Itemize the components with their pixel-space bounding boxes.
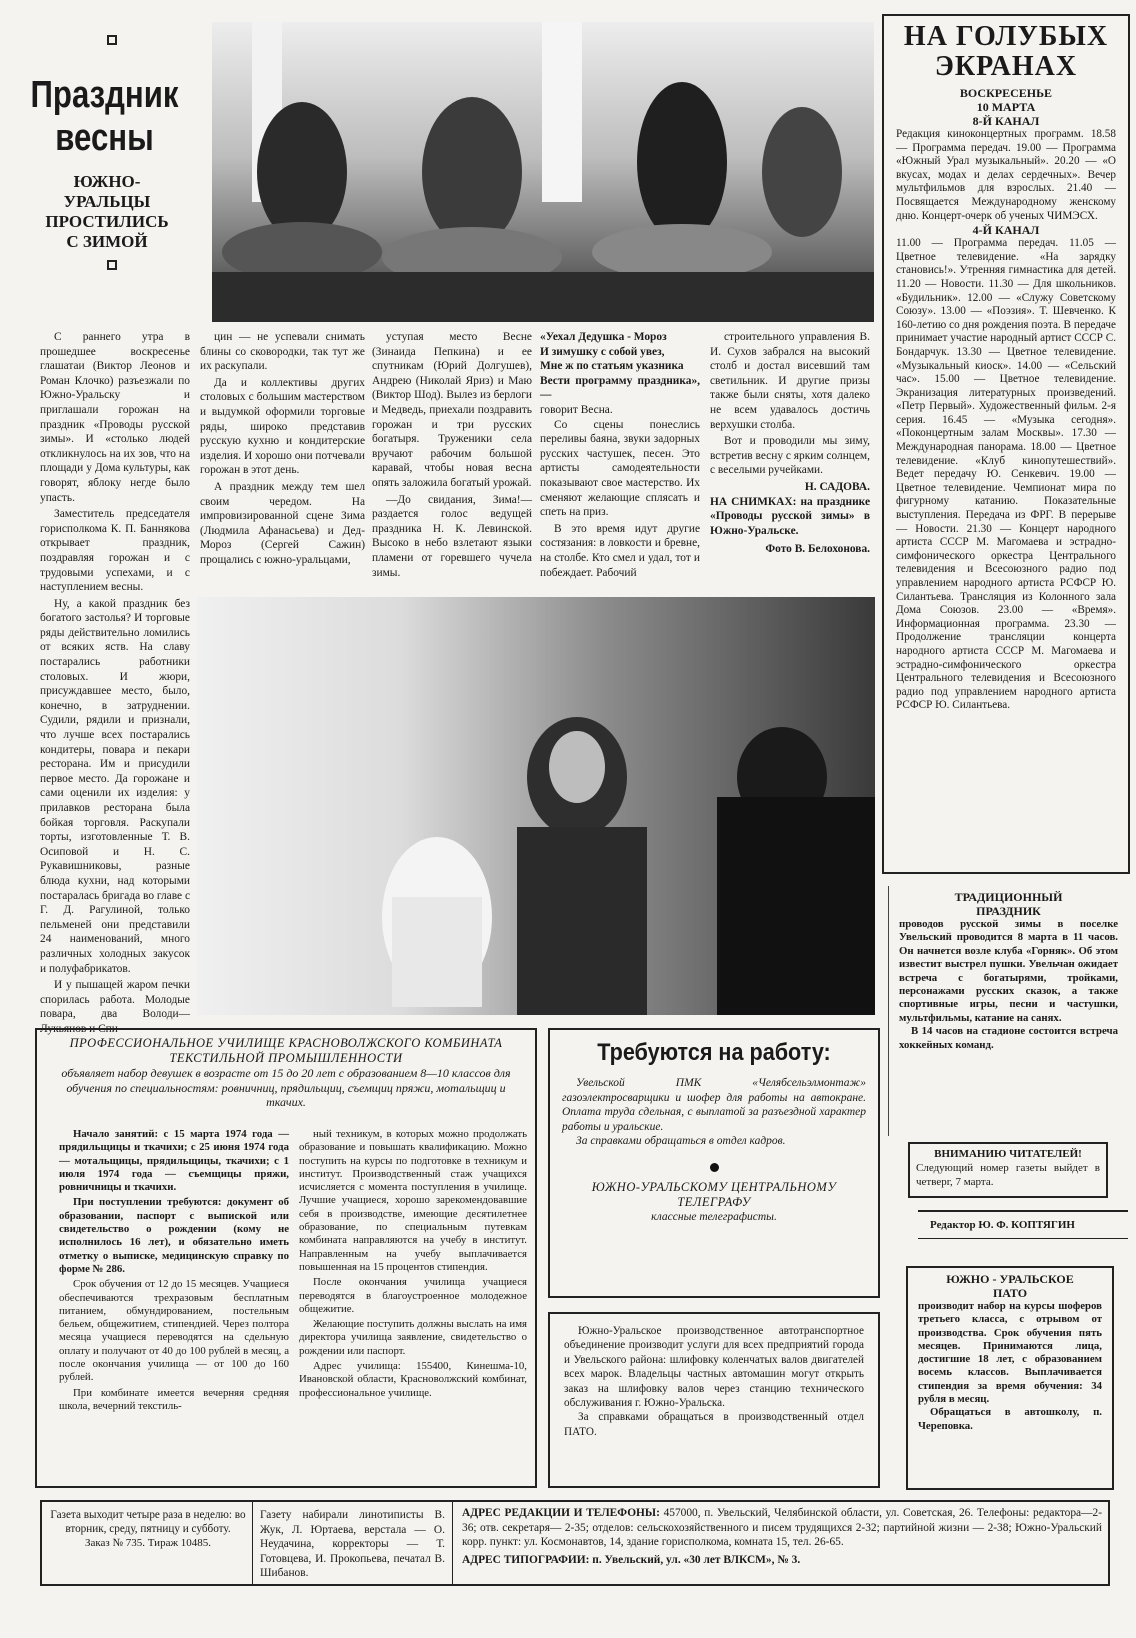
- tradition-title-2: ПРАЗДНИК: [976, 904, 1041, 918]
- footer: [40, 1500, 1110, 1586]
- school-title: ПРОФЕССИОНАЛЬНОЕ УЧИЛИЩЕ КРАСНОВОЛЖСКОГО КОМБИНАТА ТЕКСТИЛЬНОЙ ПРОМЫШЛЕННОСТИ: [69, 1036, 503, 1065]
- article-paragraph: —До свидания, Зима!— раздается голос ведущей праздника Н. К. Левинской. Высоко в небо взлетают языки пламени от горевшего чучела зимы.: [372, 493, 532, 579]
- quote-line: И зимушку с собой увез,: [540, 345, 665, 358]
- article-paragraph: Да и коллективы других столовых с большим мастерством и выдумкой оформили торговые ряды, широко представив русскую кухню и кондитерские изделия. И хорошо они потчевали горожан в этот день.: [200, 376, 365, 477]
- jobs-text-2: За справками обращаться в отдел кадров.: [576, 1135, 786, 1147]
- school-paragraph: После окончания училища учащиеся переводятся в благоустроенное молодежное общежитие.: [299, 1276, 527, 1315]
- telegraph-text: классные телеграфисты.: [651, 1210, 777, 1223]
- notice-text: Следующий номер газеты выйдет в четверг, 7 марта.: [916, 1162, 1100, 1188]
- tv-date: 10 МАРТА: [976, 100, 1036, 114]
- article-paragraph: строительного управления В. И. Сухов забрался на высокий столб и достал висевший там светильник. И другие призы также были сняты, хотя далеко не всем удавалось достичь верхушки столба.: [710, 331, 870, 431]
- article-author: Н. САДОВА.: [804, 480, 870, 493]
- school-paragraph: Желающие поступить должны выслать на имя директора училища заявление, свидетельство о рождении или паспорт.: [299, 1318, 527, 1357]
- pato-text: производит набор на курсы шоферов третьего класса, с отрывом от производства. Срок обучения пять месяцев. Принимаются лица, достигшие 18 лет, с образованием восемь классов. Выплачивается стипендия за время обучения: 34 рубля в месяц.: [918, 1300, 1102, 1406]
- school-paragraph: ный техникум, в которых можно продолжать образование и повышать квалификацию. Можно поступить на курсы по подготовке в техникум и институт. Производственный стаж учащихся исчисляется с момента поступления в училище. Лучшие учащиеся, хорошо зарекомендовавшие себя в производстве, имеющие десятилетнее образование, по специальным путевкам комбината направляются на учебу в институт. Направленным на учебу выплачивается повышенная на 15 процентов стипендия.: [299, 1128, 527, 1273]
- photo-maslenitsa-dancers: [212, 22, 874, 322]
- headline-title-1: Праздник: [30, 74, 179, 116]
- footer-address-text: 457000, п. Увельский, Челябинской области, ул. Советская, 26. Телефоны: редактора—2-36; отв. секретаря— 2-35; отделов: сельскохозяйственного и писем трудящихся 2-32; партийной жизни — 2-38; Южно-Уральский корр. пункт: ул. Космонавтов, 14, здание горисполкома, комната 15, тел. 26-65.: [462, 1507, 1102, 1549]
- headline-subtitle: ЮЖНО-УРАЛЬЦЫ ПРОСТИЛИСЬ С ЗИМОЙ: [45, 172, 169, 251]
- tv-day: ВОСКРЕСЕНЬЕ: [959, 86, 1053, 100]
- quote-line: «Уехал Дедушка - Мороз: [540, 331, 667, 343]
- article-column-2: [200, 330, 365, 590]
- jobs-title: Требуются на работу:: [597, 1039, 831, 1066]
- notice-title: ВНИМАНИЮ ЧИТАТЕЛЕЙ!: [934, 1148, 1082, 1160]
- pato-title-2: ПАТО: [992, 1286, 1028, 1300]
- article-paragraph: В это время идут другие состязания: в ловкости и бревне, на столбе. Кто смел и удал, тот и побеждает. Рабочий: [540, 522, 700, 579]
- footer-order: Заказ № 735. Тираж 10485.: [84, 1537, 212, 1549]
- school-paragraph: При комбинате имеется вечерняя средняя школа, вечерний текстиль-: [59, 1386, 289, 1412]
- school-paragraph: При поступлении требуются: документ об образовании, паспорт с выпиской или свидетельство о рождении (кому не исполнилось 16 лет), и обязательно иметь отметку о выписке, медицинскую справку по форме № 286.: [59, 1196, 289, 1275]
- school-ad-box: [35, 1028, 537, 1488]
- readers-notice-box: [908, 1142, 1108, 1198]
- school-paragraph: Адрес училища: 155400, Кинешма-10, Ивановской области, Красноволжский комбинат, профессиональное училище.: [299, 1360, 527, 1399]
- pato-box: [906, 1266, 1114, 1490]
- jobs-text: Увельской ПМК «Челябсельэлмонтаж» газоэлектросварщики и шофер для работы на автокране. Оплата труда сдельная, с выплатой за разъездной характер работы и уральские.: [562, 1077, 866, 1133]
- photo-samovar-woman: [197, 597, 875, 1015]
- school-paragraph: Срок обучения от 12 до 15 месяцев. Учащиеся обеспечиваются трехразовым бесплатным питанием, обмундированием, постельным бельем, общежитием, стипендией. Через полтора месяца учащиеся переводятся на сдельную оплату и получают от 40 до 100 рублей в месяц, а после окончания училища — от 100 до 160 рублей.: [59, 1278, 289, 1384]
- article-column-3: [372, 330, 532, 590]
- pato-text-2: Обращаться в автошколу, п. Череповка.: [918, 1406, 1102, 1432]
- tv-title-1: НА ГОЛУБЫХ: [903, 21, 1109, 52]
- footer-staff: Газету набирали линотиписты В. Жук, Л. Юртаева, верстала — О. Неудачина, корректоры — Т. Готовцева, И. Прокопьева, печатал В. Шибанов.: [260, 1509, 445, 1580]
- tradition-box: [888, 886, 1128, 1136]
- jobs-ad-box: [548, 1028, 880, 1298]
- editor-name: Редактор Ю. Ф. КОПТЯГИН: [930, 1219, 1075, 1231]
- photo-credit: Фото В. Белохонова.: [765, 543, 870, 556]
- square-bullet-icon: [107, 260, 117, 270]
- tradition-text: проводов русской зимы в поселке Увельский проводится 8 марта в 11 часов. Он начнется возле клуба «Горняк». Об этом известит выстрел пушки. Увельчан ожидает встреча с богатырями, тройками, персонажами русских сказок, а также спортивные игры, песни и частушки, мультфильмы, катание на санях.: [899, 918, 1118, 1024]
- footer-publication-info: [50, 1508, 246, 1550]
- footer-address: [462, 1506, 1102, 1567]
- headline-box: [12, 30, 197, 280]
- article-column-1: [40, 330, 190, 1035]
- article-paragraph: А праздник между тем шел своим чередом. На импровизированной сцене Зима (Людмила Афанасьева) и Дед-Мороз (Сергей Сажин) прощались с южно-уральцами,: [200, 480, 365, 566]
- tv-channel-4: 4-Й КАНАЛ: [972, 223, 1040, 238]
- article-paragraph: цин — не успевали снимать блины со сковородки, так тут же их раскупали.: [200, 331, 365, 373]
- photo-samovar-illustration: [197, 597, 875, 1015]
- footer-press-address: АДРЕС ТИПОГРАФИИ: п. Увельский, ул. «30 лет ВЛКСМ», № 3.: [462, 1553, 801, 1566]
- transport-text-2: За справками обращаться в производственный отдел ПАТО.: [564, 1411, 864, 1438]
- article-column-4: [540, 330, 700, 590]
- article-paragraph: Заместитель председателя горисполкома К. П. Баннякова открывает праздник, поздравляя горожан и с трудовыми успехами, и с наступлением весны.: [40, 508, 190, 594]
- square-bullet-icon: [107, 35, 117, 45]
- divider: [918, 1210, 1128, 1212]
- transport-ad-box: [548, 1312, 880, 1488]
- article-paragraph: И у пышащей жаром печки спорилась работа. Молодые повара, два Володи—Лукьянов и Спи-: [40, 979, 190, 1035]
- footer-address-title: АДРЕС РЕДАКЦИИ И ТЕЛЕФОНЫ:: [462, 1507, 660, 1519]
- quote-line: Вести программу праздника», —: [540, 374, 700, 402]
- pato-title-1: ЮЖНО - УРАЛЬСКОЕ: [946, 1272, 1074, 1286]
- tv-program-box: [882, 14, 1130, 874]
- dot-bullet-icon: [710, 1163, 719, 1172]
- headline-title-2: весны: [55, 117, 154, 159]
- tradition-text-2: В 14 часов на стадионе состоится встреча хоккейных команд.: [899, 1025, 1118, 1051]
- footer-schedule: Газета выходит четыре раза в неделю: во вторник, среду, пятницу и субботу.: [50, 1509, 246, 1535]
- divider: [918, 1238, 1128, 1239]
- school-lead: объявляет набор девушек в возрасте от 15 до 20 лет с образованием 8—10 классов для обучения по специальностям: ровничниц, прядильщиц, съемщиц пряжи, мотальщиц и ткачих.: [61, 1066, 511, 1109]
- school-paragraph: Начало занятий: с 15 марта 1974 года — прядильщицы и ткачихи; с 25 июня 1974 года — мотальщицы, прядильщицы, ткачихи; с 1 июля 1974 года — съемщицы пряжи, ровничницы и ткачихи.: [59, 1128, 289, 1194]
- article-paragraph: уступая место Весне (Зинаида Пепкина) и ее спутникам (Юрий Долгушев), Андрею (Николай Яриз) и Маю (Виктор Шод). Вылез из берлоги и Медведь, приехали поздравить горожан и три русских богатыря. Труженики села вручают рабочим большой каравай, чтобы новая весна опять заложила богатый урожай.: [372, 331, 532, 489]
- quote-line: Мне ж по статьям указника: [540, 360, 684, 373]
- photo-captions: НА СНИМКАХ: на празднике «Проводы русской зимы» в Южно-Уральске.: [710, 495, 870, 537]
- article-paragraph: Вот и проводили мы зиму, встретив весну с ярким солнцем, с веселыми ручейками.: [710, 435, 870, 477]
- tv-title-2: ЭКРАНАХ: [934, 51, 1078, 82]
- article-paragraph: Со сцены понеслись переливы баяна, звуки задорных русских частушек, песен. Это артисты самодеятельности показывают свое мастерство. Их сменяют желающие сплясать и спеть на приз.: [540, 418, 700, 519]
- article-paragraph: Ну, а какой праздник без богатого застолья? И торговые ряды действительно ломились от всяких яств. На славу постарались работники столовых. И жюри, присуждавшее место, было, конечно, в затруднении. Судили, рядили и признали, что лучше всех постарались кондитеры, повара и пекари ресторана. Им и присудили первое место. Да горожане и сами оценили их изделия: у прилавков ресторана была бойкая торговля. Раскупали торты, изготовленные Т. В. Осиповой и Н. С. Рукавишниковы, разные блюда кухни, над которыми постаралась бригада во главе с Г. Д. Рагулиной, только пельменей они представили 24 наименований, много различных холодных закусок и полуфабрикатов.: [40, 597, 190, 975]
- transport-text: Южно-Уральское производственное автотранспортное объединение производит услуги для всех предприятий города и Увельского района: шлифовку коленчатых валов двигателей всех марок. Владельцы частных автомашин могут открыть заказ на шлифовку валов через станцию технического обслуживания г. Южно-Уральска.: [564, 1325, 864, 1410]
- quote-line: говорит Весна.: [540, 403, 613, 416]
- tv-channel-8: 8-Й КАНАЛ: [972, 114, 1040, 128]
- school-column-1: [59, 1128, 289, 1483]
- tv-channel-8-program: Редакция киноконцертных программ. 18.58 — Программа передач. 19.00 — Программа «Южный Урал музыкальный». 20.20 — «О вкусах, модах и делах сердечных». Вечер мультфильмов для взрослых. 21.40 — Посвящается Международному женскому дню. Концерт-очерк об ученых ЧИМЭСХ.: [896, 128, 1116, 222]
- photo-dancers-illustration: [212, 22, 874, 322]
- tradition-title-1: ТРАДИЦИОННЫЙ: [954, 890, 1063, 904]
- tv-channel-4-program: 11.00 — Программа передач. 11.05 — Цветное телевидение. «На зарядку становись!». Утренняя гимнастика для детей. 11.20 — Новости. 11.30 — Для школьников. «Будильник». 12.00 — «Служу Советскому Союзу». 13.00 — «Поэзия». Т. Шевченко. К 160-летию со дня рождения поэта. В передаче принимает участие народный артист СССР С. Бондарчук. 13.30 — Цветное телевидение. «Музыкальный киоск». 14.00 — «Сельский час». 15.00 — Цветное телевидение. Экранизация литературных произведений. «Петр Первый». Художественный фильм. 2-я серия. 16.45 — «Музыка сегодня». «Поконцертным залам Москвы». 17.30 — Международная панорама. 18.00 — Цветное телевидение. «Клуб кинопутешествий». Ведет передачу Ю. Сенкевич. 19.00 — Цветное телевидение. Чемпионат мира по фигурному катанию. Показательные выступления. Передача из ФРГ. В перерыве — Новости. 21.30 — Концерт народного артиста СССР М. Магомаева и эстрадно-симфонического оркестра Центрального телевидения и Всесоюзного радио под управлением народного артиста РСФСР Ю. Силантьева. Трансляция из Колонного зала Дома Союзов. 23.00 — «Время». Информационная программа. 23.30 — Продолжение трансляции концерта народного артиста СССР М. Магомаева и эстрадно-симфонического оркестра Центрального телевидения и Всесоюзного радио под управлением народного артиста РСФСР Ю. Силантьева.: [896, 237, 1116, 712]
- article-column-5: [710, 330, 870, 590]
- article-paragraph: С раннего утра в прошедшее воскресенье глашатаи (Виктор Леонов и Роман Клочко) разъезжали по Южно-Уральску и приглашали горожан на праздник «Проводы русской зимы». И «столько людей откликнулось на их зов, что на площади у Дома культуры, как говорят, яблоку негде было упасть.: [40, 331, 190, 504]
- school-column-2: [299, 1128, 527, 1483]
- telegraph-title: ЮЖНО-УРАЛЬСКОМУ ЦЕНТРАЛЬНОМУ ТЕЛЕГРАФУ: [591, 1179, 837, 1209]
